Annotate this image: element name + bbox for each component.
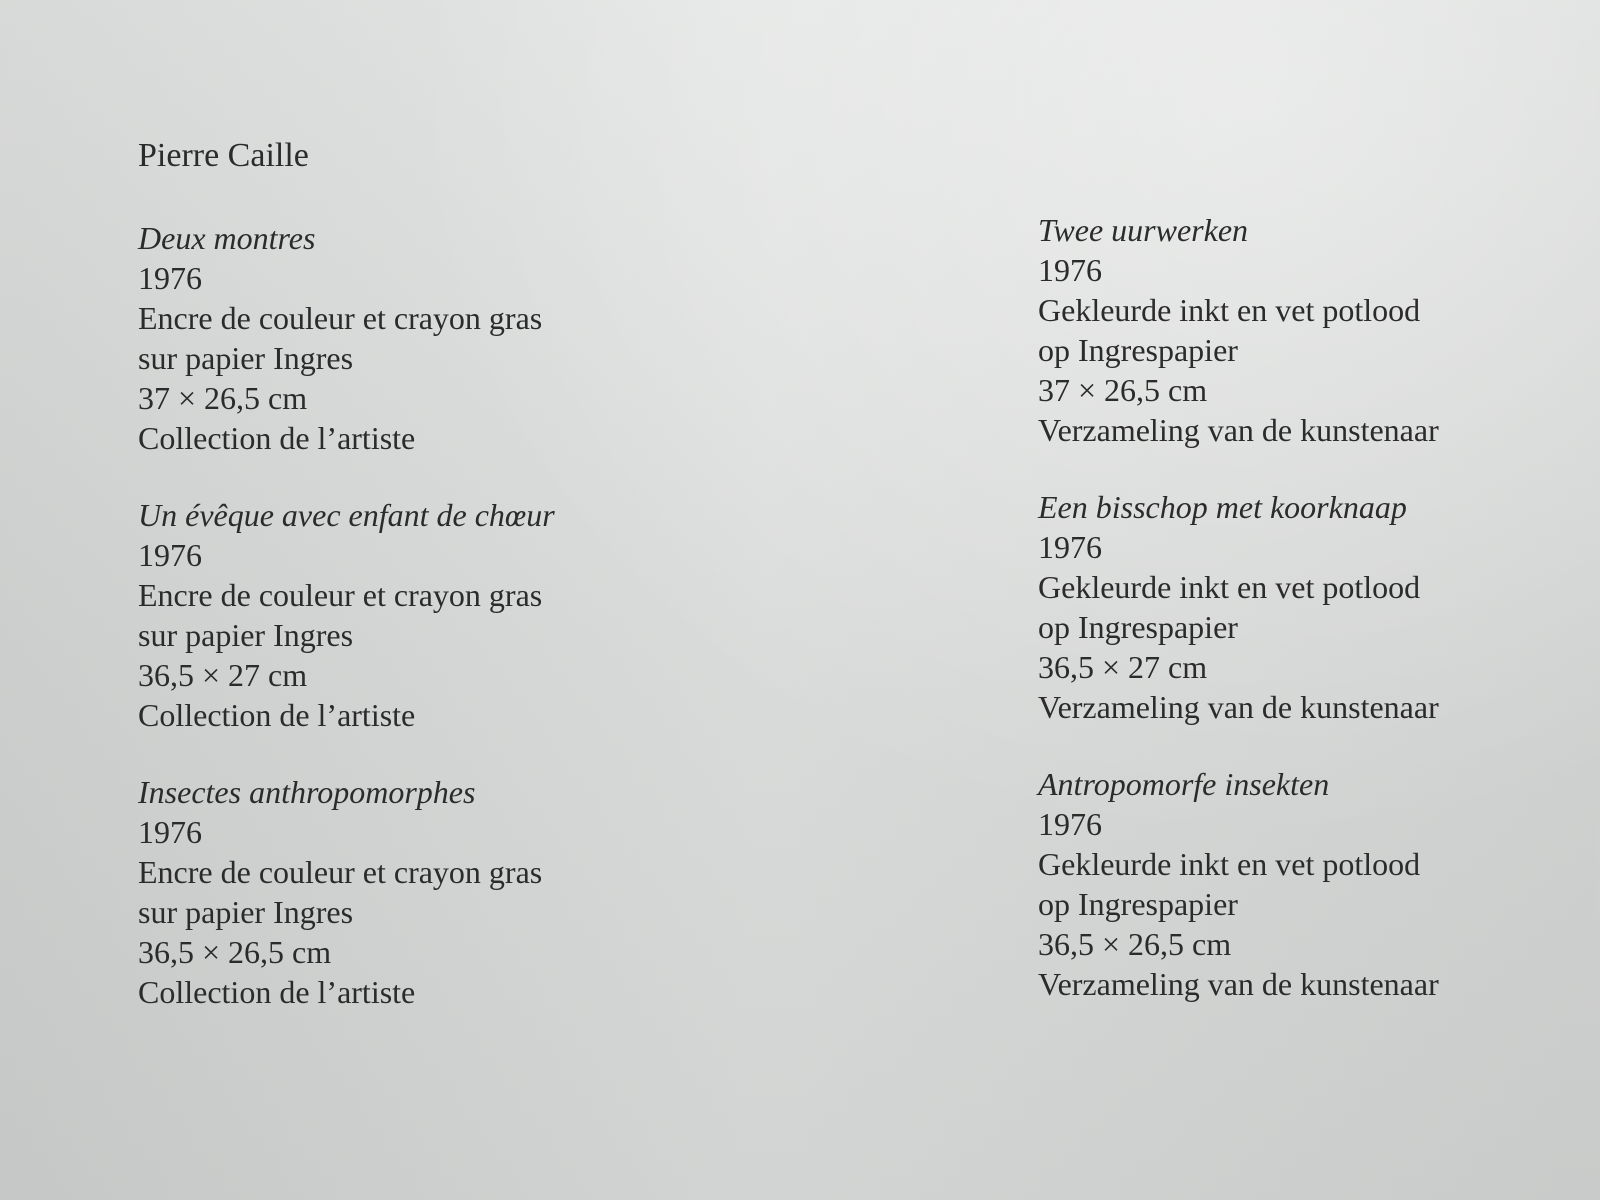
dutch-entry-3	[1038, 764, 1598, 1004]
dutch-title-2: Een bisschop met koorknaap	[1038, 489, 1407, 525]
french-dimensions-3: 36,5 × 26,5 cm	[138, 934, 332, 970]
french-medium-2a: Encre de couleur et crayon gras	[138, 577, 543, 613]
french-medium-3a: Encre de couleur et crayon gras	[138, 854, 543, 890]
french-entry-3	[138, 772, 698, 1012]
french-column	[138, 218, 698, 1049]
dutch-collection-1: Verzameling van de kunstenaar	[1038, 412, 1439, 448]
dutch-collection-2: Verzameling van de kunstenaar	[1038, 689, 1439, 725]
french-medium-3b: sur papier Ingres	[138, 894, 354, 930]
dutch-medium-1a: Gekleurde inkt en vet potlood	[1038, 292, 1421, 328]
dutch-dimensions-3: 36,5 × 26,5 cm	[1038, 926, 1232, 962]
dutch-dimensions-2: 36,5 × 27 cm	[1038, 649, 1208, 685]
dutch-medium-2a: Gekleurde inkt en vet potlood	[1038, 569, 1421, 605]
dutch-medium-2b: op Ingrespapier	[1038, 609, 1238, 645]
french-dimensions-2: 36,5 × 27 cm	[138, 657, 308, 693]
dutch-title-3: Antropomorfe insekten	[1038, 766, 1330, 802]
artist-name: Pierre Caille	[138, 137, 309, 174]
dutch-year-1: 1976	[1038, 252, 1102, 288]
french-title-2: Un évêque avec enfant de chœur	[138, 497, 555, 533]
french-collection-3: Collection de l’artiste	[138, 974, 416, 1010]
dutch-column	[1038, 210, 1598, 1041]
dutch-title-1: Twee uurwerken	[1038, 212, 1249, 248]
french-medium-1b: sur papier Ingres	[138, 340, 354, 376]
french-year-3: 1976	[138, 814, 202, 850]
french-title-3: Insectes anthropomorphes	[138, 774, 476, 810]
dutch-medium-3a: Gekleurde inkt en vet potlood	[1038, 846, 1421, 882]
dutch-entry-1	[1038, 210, 1598, 450]
dutch-dimensions-1: 37 × 26,5 cm	[1038, 372, 1208, 408]
dutch-medium-3b: op Ingrespapier	[1038, 886, 1238, 922]
dutch-year-2: 1976	[1038, 529, 1102, 565]
dutch-year-3: 1976	[1038, 806, 1102, 842]
dutch-collection-3: Verzameling van de kunstenaar	[1038, 966, 1439, 1002]
french-year-1: 1976	[138, 260, 202, 296]
french-collection-2: Collection de l’artiste	[138, 697, 416, 733]
french-entry-1	[138, 218, 698, 458]
french-dimensions-1: 37 × 26,5 cm	[138, 380, 308, 416]
dutch-entry-2	[1038, 487, 1598, 727]
french-collection-1: Collection de l’artiste	[138, 420, 416, 456]
french-entry-2	[138, 495, 698, 735]
french-year-2: 1976	[138, 537, 202, 573]
french-title-1: Deux montres	[138, 220, 316, 256]
french-medium-1a: Encre de couleur et crayon gras	[138, 300, 543, 336]
dutch-medium-1b: op Ingrespapier	[1038, 332, 1238, 368]
french-medium-2b: sur papier Ingres	[138, 617, 354, 653]
